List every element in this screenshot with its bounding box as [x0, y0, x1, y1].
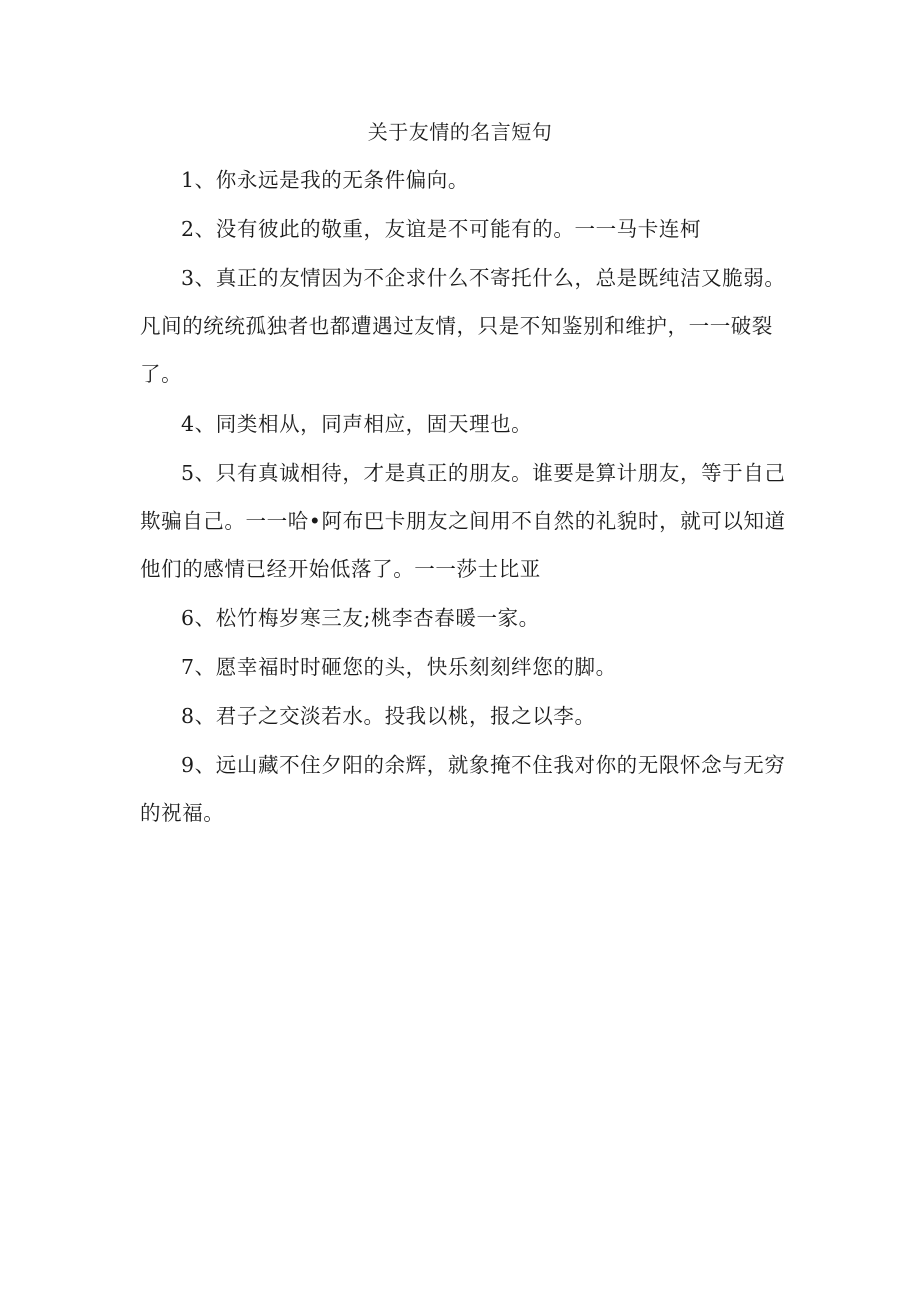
- quote-item-4: [140, 400, 800, 448]
- quote-item-7: [140, 643, 800, 691]
- quote-number: 5: [181, 461, 195, 485]
- quote-item-1: [140, 156, 800, 204]
- quote-separator: 、: [194, 461, 216, 485]
- quote-item-2: [140, 205, 800, 253]
- quote-separator: 、: [194, 412, 216, 436]
- quote-number: 4: [181, 412, 195, 436]
- document-title: 关于友情的名言短句: [367, 120, 553, 144]
- quote-number: 6: [181, 606, 195, 630]
- quote-text: 远山藏不住夕阳的余辉，就象掩不住我对你的无限怀念与无穷的祝福。: [140, 753, 786, 825]
- quote-separator: 、: [194, 266, 216, 290]
- quote-number: 1: [181, 168, 195, 192]
- quote-text: 松竹梅岁寒三友;桃李杏春暖一家。: [215, 606, 540, 630]
- quote-text: 君子之交淡若水。投我以桃，报之以李。: [215, 704, 596, 728]
- quote-item-3: [140, 254, 800, 398]
- quote-number: 9: [181, 753, 195, 777]
- quote-item-9: [140, 741, 800, 837]
- quote-text: 真正的友情因为不企求什么不寄托什么，总是既纯洁又脆弱。凡间的统统孤独者也都遭遇过友情，只是不知鉴别和维护，一一破裂了。: [140, 266, 786, 386]
- quote-text: 没有彼此的敬重，友谊是不可能有的。一一马卡连柯: [215, 217, 702, 241]
- quote-number: 2: [181, 217, 195, 241]
- quote-separator: 、: [194, 655, 216, 679]
- quote-item-6: [140, 594, 800, 642]
- quote-item-8: [140, 692, 800, 740]
- quote-separator: 、: [194, 753, 216, 777]
- quote-number: 8: [181, 704, 195, 728]
- quote-number: 7: [181, 655, 195, 679]
- quote-separator: 、: [194, 704, 216, 728]
- quote-text: 只有真诚相待，才是真正的朋友。谁要是算计朋友，等于自己欺骗自己。一一哈•阿布巴卡朋友之间用不自然的礼貌时，就可以知道他们的感情已经开始低落了。一一莎士比亚: [140, 461, 786, 581]
- quote-text: 同类相从，同声相应，固天理也。: [215, 412, 533, 436]
- quote-text: 你永远是我的无条件偏向。: [215, 168, 469, 192]
- quote-number: 3: [181, 266, 195, 290]
- quote-item-5: [140, 449, 800, 593]
- quote-separator: 、: [194, 217, 216, 241]
- quote-separator: 、: [194, 606, 216, 630]
- quote-text: 愿幸福时时砸您的头，快乐刻刻绊您的脚。: [215, 655, 617, 679]
- quote-separator: 、: [194, 168, 216, 192]
